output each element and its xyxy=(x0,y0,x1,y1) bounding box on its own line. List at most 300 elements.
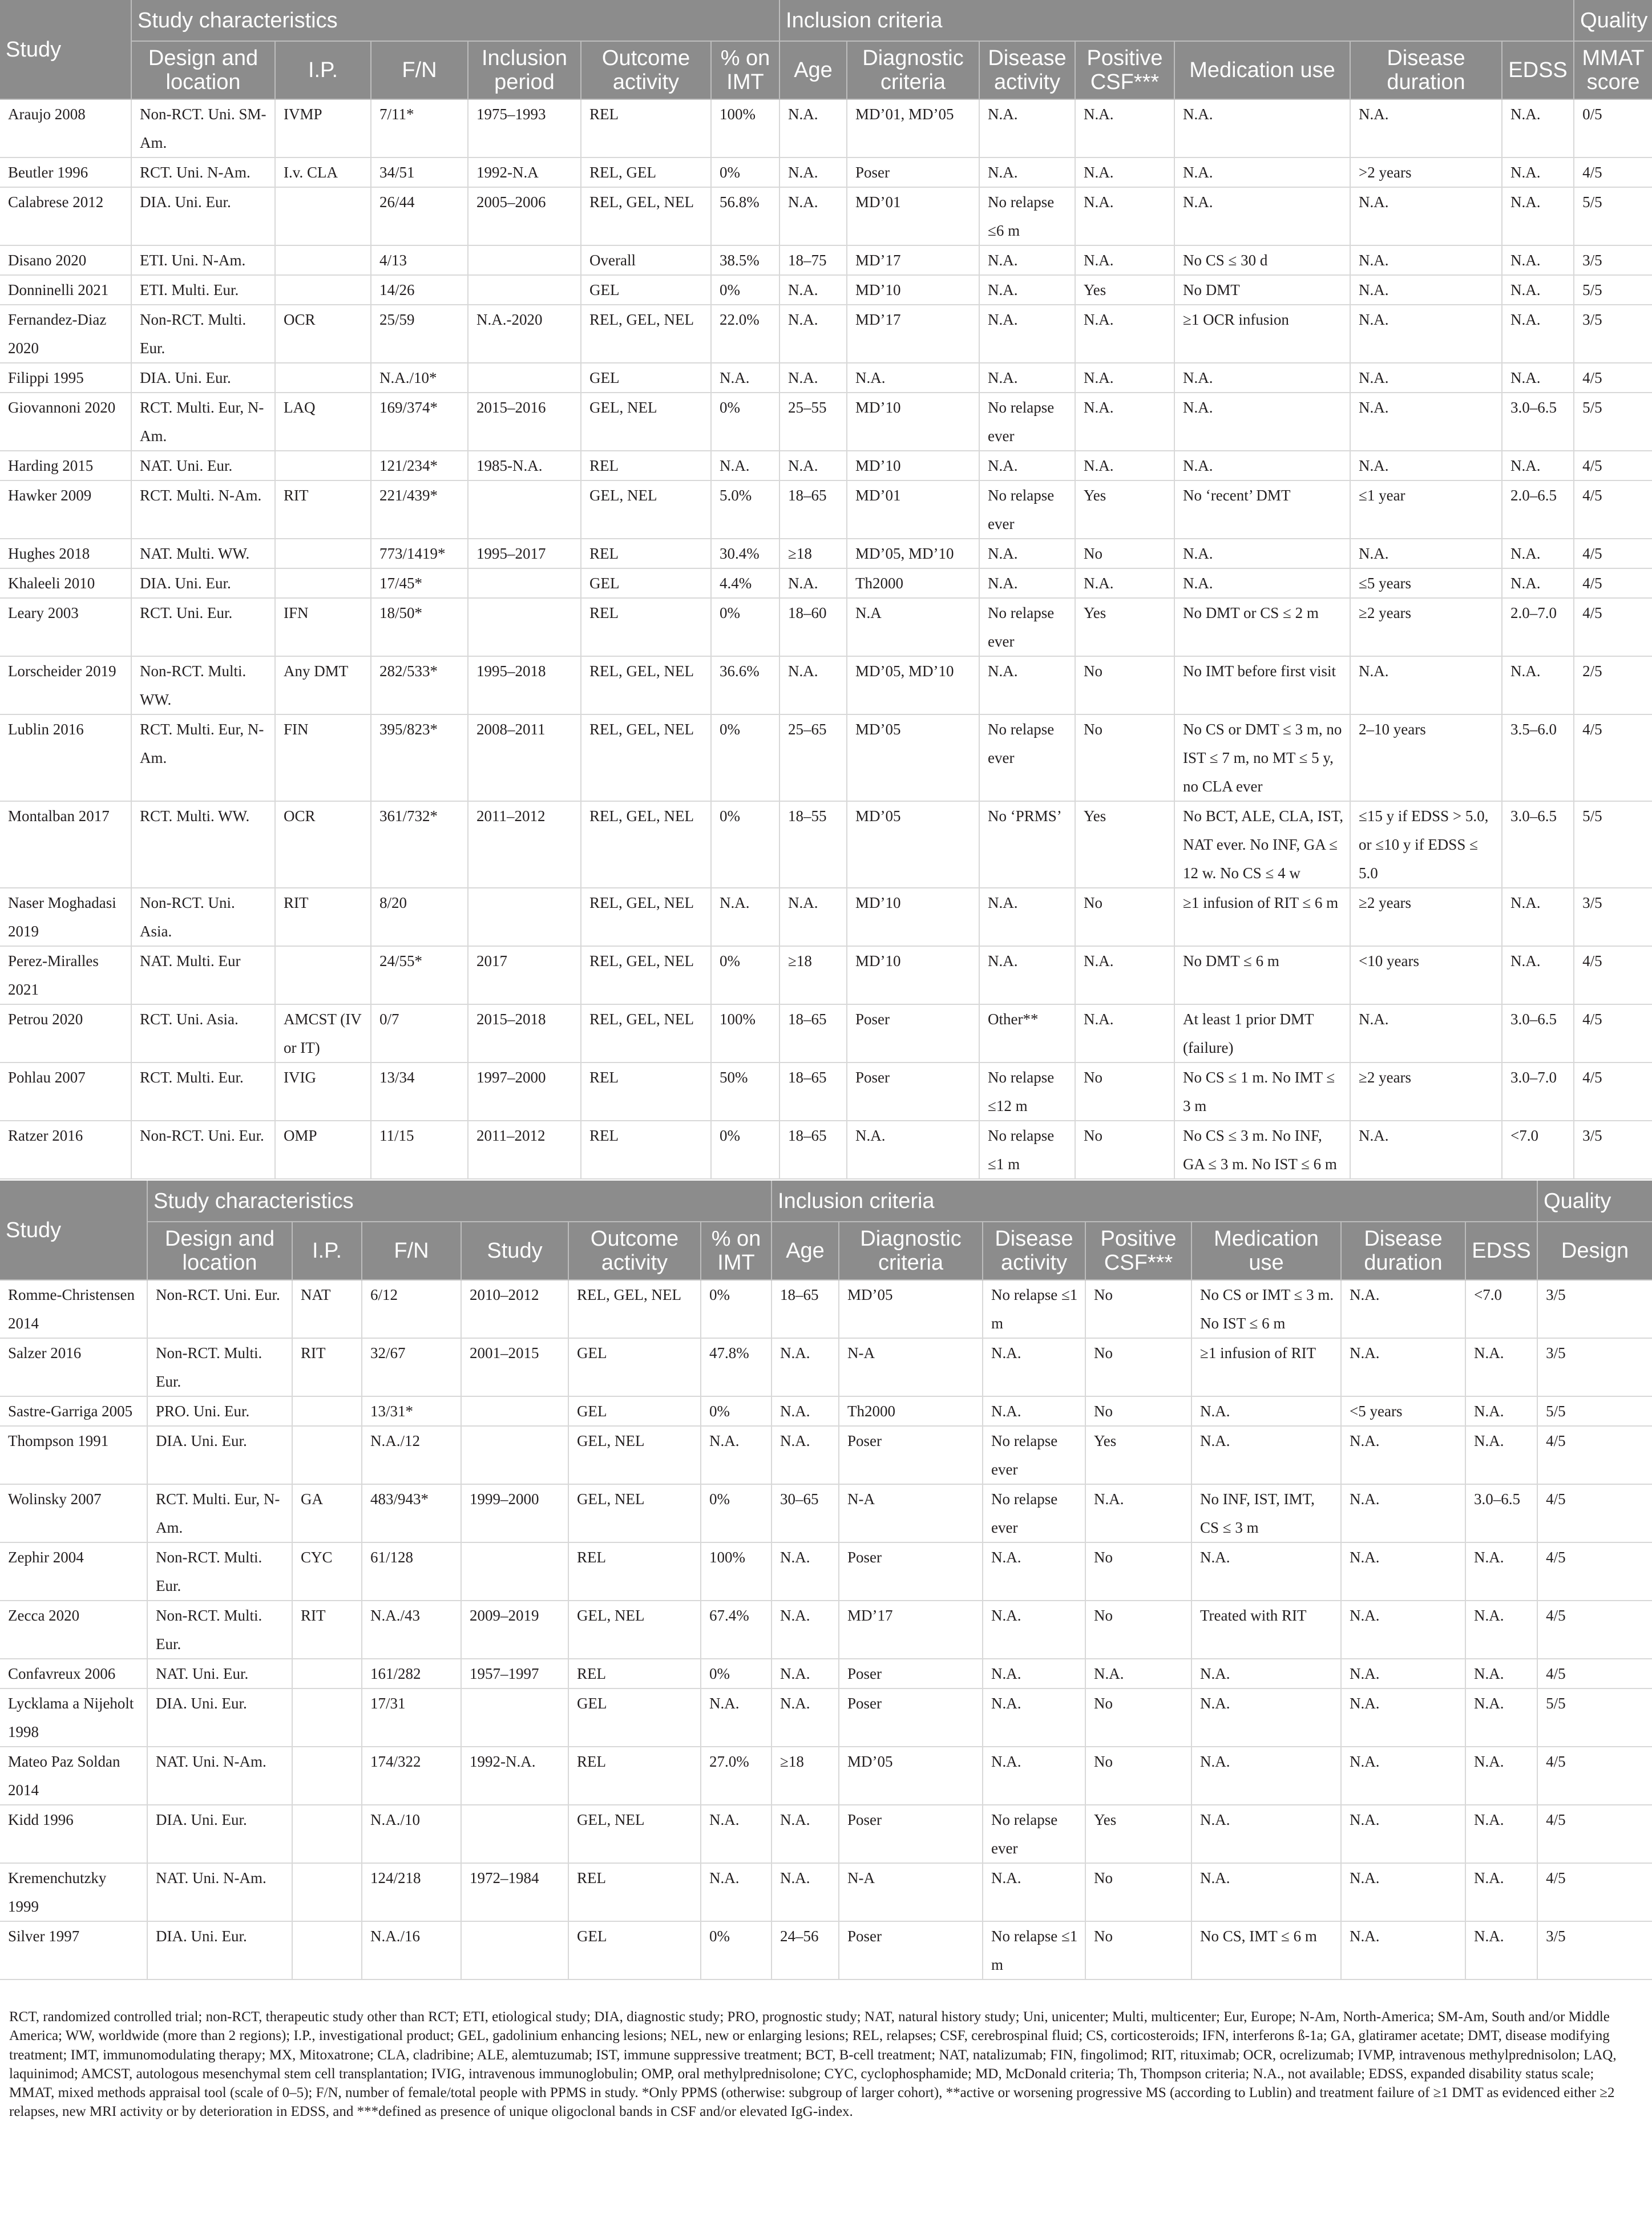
study-cell: Zephir 2004 xyxy=(0,1542,147,1601)
disease-activity-cell: No relapse ≤1 m xyxy=(983,1921,1085,1979)
disease-duration-cell: ≥2 years xyxy=(1350,888,1502,946)
quality-score-cell: 3/5 xyxy=(1574,305,1652,363)
table-row xyxy=(0,714,1652,801)
fn-cell: 221/439* xyxy=(371,480,468,539)
edss-cell: N.A. xyxy=(1465,1805,1537,1863)
col-diagnostic-criteria: Diagnostic criteria xyxy=(839,1222,983,1280)
table-row xyxy=(0,598,1652,656)
disease-activity-cell: No relapse ever xyxy=(979,480,1075,539)
age-cell: 18–65 xyxy=(772,1280,839,1338)
diagnostic-criteria-cell: N-A xyxy=(839,1338,983,1396)
disease-activity-cell: No relapse ever xyxy=(979,598,1075,656)
pct-imt-cell: 100% xyxy=(711,99,779,157)
ip-cell xyxy=(292,1747,362,1805)
table-footnote: RCT, randomized controlled trial; non-RCT, therapeutic study other than RCT; ETI, etiological study; DIA, diagnostic study; PRO, prognostic study; NAT, natural history study; Uni, unicenter; Multi, multicenter; Eur, Europe; N-Am, North-America; SM-Am, South and/or Middle America; WW, worldwide (more than 2 regions); I.P., investigational product; GEL, gadolinium enhancing lesions; NEL, new or enlarging lesions; REL, relapses; CSF, cerebrospinal fluid; CS, corticosteroids; IFN, interferons ß-1a; GA, glatiramer acetate; DMT, disease modifying treatment; IMT, immunomodulating therapy; MX, Mitoxatrone; CLA, cladribine; ALE, alemtuzumab; IST, immune suppressive treatment; BCT, B-cell treatment; NAT, natalizumab; FIN, fingolimod; RIT, rituximab; OCR, ocrelizumab; IVMP, intravenous methylprednisolon; LAQ, laquinimod; AMCST, autologous mesenchymal stem cell transplantation; IVIG, intravenous immunoglobulin; OMP, oral methylprednisolone; CYC, cyclophosphamide; MD, McDonald criteria; Th, Thompson criteria; N.A., not available; EDSS, expanded disability status scale; MMAT, mixed methods appraisal tool (scale of 0–5); F/N, number of female/total people with PPMS in study. *Only PPMS (otherwise: subgroup of larger cohort), **active or worsening progressive MS (according to Lublin) and treatment failure of ≥1 DMT as evidenced either ≥2 relapses, new MRI activity or by deterioration in EDSS, and ***defined as presence of unique oligoclonal bands in CSF and/or elevated IgG-index. xyxy=(9,2009,1617,2120)
outcome-activity-cell: REL, GEL xyxy=(581,157,711,187)
outcome-activity-cell: REL xyxy=(581,1062,711,1121)
col-design-quality: Design xyxy=(1537,1222,1652,1280)
col-pct-on-imt: % on IMT xyxy=(701,1222,772,1280)
diagnostic-criteria-cell: MD’10 xyxy=(847,946,979,1004)
diagnostic-criteria-cell: Poser xyxy=(839,1805,983,1863)
positive-csf-cell: N.A. xyxy=(1075,363,1174,393)
disease-activity-cell: No relapse ever xyxy=(983,1484,1085,1542)
positive-csf-cell: No xyxy=(1085,1280,1191,1338)
col-positive-csf: Positive CSF*** xyxy=(1075,41,1174,99)
disease-activity-cell: N.A. xyxy=(983,1863,1085,1921)
outcome-activity-cell: Overall xyxy=(581,245,711,275)
period-cell xyxy=(461,1396,568,1426)
period-cell: 2008–2011 xyxy=(468,714,581,801)
disease-activity-cell: N.A. xyxy=(979,99,1075,157)
pct-imt-cell: 56.8% xyxy=(711,187,779,245)
disease-activity-cell: N.A. xyxy=(983,1601,1085,1659)
period-cell: 1997–2000 xyxy=(468,1062,581,1121)
disease-duration-cell: N.A. xyxy=(1341,1688,1465,1747)
ip-cell: Any DMT xyxy=(275,656,371,714)
study-cell: Donninelli 2021 xyxy=(0,275,131,305)
positive-csf-cell: No xyxy=(1085,1747,1191,1805)
outcome-activity-cell: REL, GEL, NEL xyxy=(581,888,711,946)
table-row xyxy=(0,1062,1652,1121)
quality-score-cell: 5/5 xyxy=(1574,187,1652,245)
quality-score-cell: 3/5 xyxy=(1574,245,1652,275)
disease-activity-cell: N.A. xyxy=(979,305,1075,363)
pct-imt-cell: 0% xyxy=(711,801,779,888)
disease-duration-cell: N.A. xyxy=(1350,363,1502,393)
col-ip: I.P. xyxy=(275,41,371,99)
positive-csf-cell: No xyxy=(1085,1542,1191,1601)
fn-cell: 169/374* xyxy=(371,393,468,451)
age-cell: N.A. xyxy=(772,1338,839,1396)
disease-duration-cell: ≤15 y if EDSS > 5.0, or ≤10 y if EDSS ≤ 5.0 xyxy=(1350,801,1502,888)
study-cell: Hawker 2009 xyxy=(0,480,131,539)
outcome-activity-cell: GEL, NEL xyxy=(568,1484,701,1542)
age-cell: N.A. xyxy=(779,656,847,714)
ip-cell xyxy=(292,1396,362,1426)
fn-cell: 8/20 xyxy=(371,888,468,946)
design-location-cell: NAT. Multi. Eur xyxy=(131,946,275,1004)
medication-use-cell: N.A. xyxy=(1191,1863,1341,1921)
quality-score-cell: 4/5 xyxy=(1574,946,1652,1004)
outcome-activity-cell: REL xyxy=(568,1542,701,1601)
table-row xyxy=(0,157,1652,187)
quality-score-cell: 4/5 xyxy=(1537,1484,1652,1542)
period-cell: 1999–2000 xyxy=(461,1484,568,1542)
period-cell xyxy=(461,1805,568,1863)
design-location-cell: Non-RCT. Uni. SM-Am. xyxy=(131,99,275,157)
medication-use-cell: N.A. xyxy=(1191,1805,1341,1863)
ip-cell xyxy=(292,1921,362,1979)
age-cell: 18–75 xyxy=(779,245,847,275)
outcome-activity-cell: GEL, NEL xyxy=(568,1601,701,1659)
studies-table-2 xyxy=(0,1181,1652,1980)
pct-imt-cell: N.A. xyxy=(701,1805,772,1863)
ip-cell xyxy=(275,363,371,393)
quality-score-cell: 4/5 xyxy=(1574,598,1652,656)
pct-imt-cell: 0% xyxy=(711,393,779,451)
design-location-cell: NAT. Uni. N-Am. xyxy=(147,1863,292,1921)
table-row xyxy=(0,99,1652,157)
period-cell: 1985-N.A. xyxy=(468,451,581,480)
medication-use-cell: N.A. xyxy=(1191,1688,1341,1747)
fn-cell: 483/943* xyxy=(362,1484,461,1542)
header-inclusion-criteria: Inclusion criteria xyxy=(772,1181,1537,1222)
study-cell: Giovannoni 2020 xyxy=(0,393,131,451)
table-row xyxy=(0,393,1652,451)
quality-score-cell: 2/5 xyxy=(1574,656,1652,714)
outcome-activity-cell: REL, GEL, NEL xyxy=(581,187,711,245)
disease-duration-cell: N.A. xyxy=(1341,1863,1465,1921)
diagnostic-criteria-cell: MD’05 xyxy=(847,801,979,888)
design-location-cell: NAT. Uni. Eur. xyxy=(147,1659,292,1688)
diagnostic-criteria-cell: N-A xyxy=(839,1484,983,1542)
quality-score-cell: 4/5 xyxy=(1537,1805,1652,1863)
quality-score-cell: 4/5 xyxy=(1537,1426,1652,1484)
quality-score-cell: 3/5 xyxy=(1537,1921,1652,1979)
positive-csf-cell: No xyxy=(1075,1062,1174,1121)
age-cell: N.A. xyxy=(779,99,847,157)
col-disease-activity: Disease activity xyxy=(983,1222,1085,1280)
age-cell: N.A. xyxy=(779,568,847,598)
edss-cell: N.A. xyxy=(1502,451,1574,480)
disease-duration-cell: N.A. xyxy=(1350,451,1502,480)
study-cell: Calabrese 2012 xyxy=(0,187,131,245)
diagnostic-criteria-cell: MD’05 xyxy=(847,714,979,801)
design-location-cell: RCT. Multi. WW. xyxy=(131,801,275,888)
outcome-activity-cell: GEL xyxy=(581,568,711,598)
fn-cell: N.A./10* xyxy=(371,363,468,393)
edss-cell: N.A. xyxy=(1465,1863,1537,1921)
disease-duration-cell: N.A. xyxy=(1350,393,1502,451)
disease-activity-cell: N.A. xyxy=(983,1747,1085,1805)
diagnostic-criteria-cell: MD’01 xyxy=(847,480,979,539)
header-study: Study xyxy=(0,0,131,99)
diagnostic-criteria-cell: MD’10 xyxy=(847,888,979,946)
positive-csf-cell: N.A. xyxy=(1075,946,1174,1004)
pct-imt-cell: N.A. xyxy=(711,451,779,480)
positive-csf-cell: Yes xyxy=(1085,1426,1191,1484)
design-location-cell: DIA. Uni. Eur. xyxy=(147,1805,292,1863)
table-row xyxy=(0,1747,1652,1805)
positive-csf-cell: No xyxy=(1075,888,1174,946)
table-row xyxy=(0,305,1652,363)
col-outcome-activity: Outcome activity xyxy=(568,1222,701,1280)
study-cell: Beutler 1996 xyxy=(0,157,131,187)
diagnostic-criteria-cell: MD’10 xyxy=(847,451,979,480)
quality-score-cell: 4/5 xyxy=(1574,451,1652,480)
pct-imt-cell: 100% xyxy=(701,1542,772,1601)
ip-cell: AMCST (IV or IT) xyxy=(275,1004,371,1062)
study-cell: Zecca 2020 xyxy=(0,1601,147,1659)
disease-duration-cell: ≤5 years xyxy=(1350,568,1502,598)
fn-cell: 17/45* xyxy=(371,568,468,598)
edss-cell: N.A. xyxy=(1502,99,1574,157)
quality-score-cell: 4/5 xyxy=(1574,480,1652,539)
age-cell: N.A. xyxy=(779,157,847,187)
fn-cell: 282/533* xyxy=(371,656,468,714)
period-cell: 2015–2018 xyxy=(468,1004,581,1062)
disease-duration-cell: ≤1 year xyxy=(1350,480,1502,539)
medication-use-cell: ≥1 infusion of RIT ≤ 6 m xyxy=(1174,888,1350,946)
pct-imt-cell: 0% xyxy=(711,157,779,187)
medication-use-cell: No CS ≤ 3 m. No INF, GA ≤ 3 m. No IST ≤ 6 m xyxy=(1174,1121,1350,1179)
fn-cell: 361/732* xyxy=(371,801,468,888)
table-row xyxy=(0,1338,1652,1396)
medication-use-cell: N.A. xyxy=(1174,363,1350,393)
pct-imt-cell: 0% xyxy=(701,1659,772,1688)
study-cell: Perez-Miralles 2021 xyxy=(0,946,131,1004)
diagnostic-criteria-cell: MD’01 xyxy=(847,187,979,245)
medication-use-cell: N.A. xyxy=(1191,1396,1341,1426)
medication-use-cell: No BCT, ALE, CLA, IST, NAT ever. No INF, GA ≤ 12 w. No CS ≤ 4 w xyxy=(1174,801,1350,888)
outcome-activity-cell: GEL xyxy=(568,1688,701,1747)
header-study: Study xyxy=(0,1181,147,1280)
fn-cell: 13/31* xyxy=(362,1396,461,1426)
fn-cell: N.A./10 xyxy=(362,1805,461,1863)
age-cell: N.A. xyxy=(772,1863,839,1921)
quality-score-cell: 4/5 xyxy=(1574,363,1652,393)
ip-cell: IFN xyxy=(275,598,371,656)
ip-cell: LAQ xyxy=(275,393,371,451)
ip-cell: FIN xyxy=(275,714,371,801)
age-cell: 25–65 xyxy=(779,714,847,801)
design-location-cell: PRO. Uni. Eur. xyxy=(147,1396,292,1426)
study-cell: Montalban 2017 xyxy=(0,801,131,888)
pct-imt-cell: 36.6% xyxy=(711,656,779,714)
medication-use-cell: No DMT or CS ≤ 2 m xyxy=(1174,598,1350,656)
fn-cell: N.A./43 xyxy=(362,1601,461,1659)
study-cell: Harding 2015 xyxy=(0,451,131,480)
edss-cell: N.A. xyxy=(1465,1747,1537,1805)
medication-use-cell: N.A. xyxy=(1174,568,1350,598)
disease-duration-cell: N.A. xyxy=(1350,305,1502,363)
col-positive-csf: Positive CSF*** xyxy=(1085,1222,1191,1280)
age-cell: N.A. xyxy=(772,1805,839,1863)
age-cell: 18–55 xyxy=(779,801,847,888)
ip-cell xyxy=(292,1426,362,1484)
disease-activity-cell: No relapse ≤6 m xyxy=(979,187,1075,245)
positive-csf-cell: N.A. xyxy=(1075,568,1174,598)
medication-use-cell: N.A. xyxy=(1174,99,1350,157)
positive-csf-cell: No xyxy=(1075,1121,1174,1179)
fn-cell: 17/31 xyxy=(362,1688,461,1747)
col-edss: EDSS xyxy=(1465,1222,1537,1280)
positive-csf-cell: Yes xyxy=(1085,1805,1191,1863)
outcome-activity-cell: GEL xyxy=(568,1338,701,1396)
pct-imt-cell: 100% xyxy=(711,1004,779,1062)
ip-cell xyxy=(275,539,371,568)
age-cell: ≥18 xyxy=(779,539,847,568)
edss-cell: N.A. xyxy=(1502,656,1574,714)
disease-duration-cell: >2 years xyxy=(1350,157,1502,187)
col-ip: I.P. xyxy=(292,1222,362,1280)
pct-imt-cell: 27.0% xyxy=(701,1747,772,1805)
header-quality: Quality xyxy=(1537,1181,1652,1222)
outcome-activity-cell: REL xyxy=(581,539,711,568)
disease-duration-cell: 2–10 years xyxy=(1350,714,1502,801)
positive-csf-cell: N.A. xyxy=(1075,451,1174,480)
edss-cell: N.A. xyxy=(1502,946,1574,1004)
disease-duration-cell: N.A. xyxy=(1341,1921,1465,1979)
disease-duration-cell: N.A. xyxy=(1350,1121,1502,1179)
diagnostic-criteria-cell: MD’05 xyxy=(839,1280,983,1338)
disease-duration-cell: N.A. xyxy=(1341,1484,1465,1542)
ip-cell xyxy=(275,245,371,275)
edss-cell: N.A. xyxy=(1465,1426,1537,1484)
disease-activity-cell: N.A. xyxy=(983,1688,1085,1747)
quality-score-cell: 4/5 xyxy=(1537,1659,1652,1688)
medication-use-cell: N.A. xyxy=(1191,1426,1341,1484)
positive-csf-cell: No xyxy=(1085,1863,1191,1921)
period-cell: N.A.-2020 xyxy=(468,305,581,363)
medication-use-cell: N.A. xyxy=(1191,1659,1341,1688)
positive-csf-cell: Yes xyxy=(1075,598,1174,656)
edss-cell: 3.0–6.5 xyxy=(1502,801,1574,888)
disease-activity-cell: No ‘PRMS’ xyxy=(979,801,1075,888)
period-cell: 2017 xyxy=(468,946,581,1004)
table-row xyxy=(0,245,1652,275)
outcome-activity-cell: GEL, NEL xyxy=(581,480,711,539)
ip-cell: RIT xyxy=(275,480,371,539)
positive-csf-cell: N.A. xyxy=(1075,99,1174,157)
study-cell: Kremenchutzky 1999 xyxy=(0,1863,147,1921)
outcome-activity-cell: REL xyxy=(568,1659,701,1688)
age-cell: N.A. xyxy=(772,1601,839,1659)
period-cell: 1995–2018 xyxy=(468,656,581,714)
medication-use-cell: No CS or IMT ≤ 3 m. No IST ≤ 6 m xyxy=(1191,1280,1341,1338)
fn-cell: 395/823* xyxy=(371,714,468,801)
table-row xyxy=(0,1396,1652,1426)
age-cell: N.A. xyxy=(779,888,847,946)
table-row xyxy=(0,1004,1652,1062)
edss-cell: N.A. xyxy=(1465,1688,1537,1747)
design-location-cell: RCT. Multi. Eur, N-Am. xyxy=(147,1484,292,1542)
design-location-cell: ETI. Uni. N-Am. xyxy=(131,245,275,275)
diagnostic-criteria-cell: Poser xyxy=(839,1542,983,1601)
ip-cell: CYC xyxy=(292,1542,362,1601)
disease-duration-cell: N.A. xyxy=(1341,1747,1465,1805)
table-row xyxy=(0,1863,1652,1921)
quality-score-cell: 4/5 xyxy=(1574,568,1652,598)
study-cell: Khaleeli 2010 xyxy=(0,568,131,598)
disease-duration-cell: ≥2 years xyxy=(1350,1062,1502,1121)
medication-use-cell: At least 1 prior DMT (failure) xyxy=(1174,1004,1350,1062)
positive-csf-cell: N.A. xyxy=(1075,157,1174,187)
period-cell xyxy=(461,1426,568,1484)
edss-cell: 2.0–7.0 xyxy=(1502,598,1574,656)
pct-imt-cell: 22.0% xyxy=(711,305,779,363)
col-study-period: Study xyxy=(461,1222,568,1280)
edss-cell: N.A. xyxy=(1502,305,1574,363)
quality-score-cell: 3/5 xyxy=(1574,1121,1652,1179)
diagnostic-criteria-cell: MD’10 xyxy=(847,275,979,305)
outcome-activity-cell: REL xyxy=(581,451,711,480)
quality-score-cell: 4/5 xyxy=(1574,714,1652,801)
diagnostic-criteria-cell: Poser xyxy=(839,1426,983,1484)
disease-activity-cell: N.A. xyxy=(979,946,1075,1004)
disease-activity-cell: N.A. xyxy=(979,157,1075,187)
diagnostic-criteria-cell: N-A xyxy=(839,1863,983,1921)
positive-csf-cell: No xyxy=(1085,1396,1191,1426)
fn-cell: 11/15 xyxy=(371,1121,468,1179)
quality-score-cell: 5/5 xyxy=(1574,275,1652,305)
period-cell xyxy=(461,1542,568,1601)
design-location-cell: RCT. Multi. Eur, N-Am. xyxy=(131,714,275,801)
age-cell: N.A. xyxy=(772,1542,839,1601)
disease-duration-cell: N.A. xyxy=(1341,1659,1465,1688)
col-edss: EDSS xyxy=(1502,41,1574,99)
quality-score-cell: 5/5 xyxy=(1574,393,1652,451)
design-location-cell: Non-RCT. Multi. Eur. xyxy=(131,305,275,363)
quality-score-cell: 3/5 xyxy=(1574,888,1652,946)
ip-cell xyxy=(292,1659,362,1688)
period-cell: 2009–2019 xyxy=(461,1601,568,1659)
fn-cell: 773/1419* xyxy=(371,539,468,568)
ip-cell xyxy=(292,1805,362,1863)
design-location-cell: Non-RCT. Multi. Eur. xyxy=(147,1338,292,1396)
study-cell: Pohlau 2007 xyxy=(0,1062,131,1121)
pct-imt-cell: 5.0% xyxy=(711,480,779,539)
diagnostic-criteria-cell: Poser xyxy=(847,1004,979,1062)
diagnostic-criteria-cell: Poser xyxy=(839,1659,983,1688)
disease-activity-cell: No relapse ever xyxy=(979,714,1075,801)
edss-cell: 3.0–6.5 xyxy=(1502,1004,1574,1062)
ip-cell xyxy=(275,451,371,480)
quality-score-cell: 5/5 xyxy=(1574,801,1652,888)
age-cell: ≥18 xyxy=(772,1747,839,1805)
disease-activity-cell: No relapse ≤1 m xyxy=(983,1280,1085,1338)
positive-csf-cell: No xyxy=(1075,656,1174,714)
table-row xyxy=(0,1805,1652,1863)
study-cell: Fernandez-Diaz 2020 xyxy=(0,305,131,363)
quality-score-cell: 3/5 xyxy=(1537,1280,1652,1338)
col-design-location: Design and location xyxy=(131,41,275,99)
design-location-cell: RCT. Uni. N-Am. xyxy=(131,157,275,187)
disease-activity-cell: N.A. xyxy=(979,888,1075,946)
table-row xyxy=(0,451,1652,480)
col-medication-use: Medication use xyxy=(1174,41,1350,99)
ip-cell xyxy=(275,187,371,245)
ip-cell: IVIG xyxy=(275,1062,371,1121)
study-cell: Ratzer 2016 xyxy=(0,1121,131,1179)
disease-duration-cell: N.A. xyxy=(1341,1805,1465,1863)
design-location-cell: Non-RCT. Uni. Eur. xyxy=(131,1121,275,1179)
header-study-characteristics: Study characteristics xyxy=(147,1181,772,1222)
period-cell xyxy=(468,888,581,946)
positive-csf-cell: N.A. xyxy=(1085,1484,1191,1542)
period-cell xyxy=(461,1921,568,1979)
outcome-activity-cell: REL, GEL, NEL xyxy=(581,305,711,363)
pct-imt-cell: 50% xyxy=(711,1062,779,1121)
medication-use-cell: No DMT ≤ 6 m xyxy=(1174,946,1350,1004)
positive-csf-cell: Yes xyxy=(1075,275,1174,305)
disease-duration-cell: N.A. xyxy=(1341,1601,1465,1659)
period-cell: 1957–1997 xyxy=(461,1659,568,1688)
edss-cell: N.A. xyxy=(1502,275,1574,305)
pct-imt-cell: 0% xyxy=(711,598,779,656)
design-location-cell: NAT. Multi. WW. xyxy=(131,539,275,568)
medication-use-cell: No IMT before first visit xyxy=(1174,656,1350,714)
disease-duration-cell: N.A. xyxy=(1350,245,1502,275)
medication-use-cell: N.A. xyxy=(1174,157,1350,187)
edss-cell: <7.0 xyxy=(1502,1121,1574,1179)
pct-imt-cell: N.A. xyxy=(701,1426,772,1484)
ip-cell xyxy=(292,1688,362,1747)
disease-duration-cell: N.A. xyxy=(1350,275,1502,305)
ip-cell: GA xyxy=(292,1484,362,1542)
quality-score-cell: 4/5 xyxy=(1537,1542,1652,1601)
positive-csf-cell: N.A. xyxy=(1085,1659,1191,1688)
